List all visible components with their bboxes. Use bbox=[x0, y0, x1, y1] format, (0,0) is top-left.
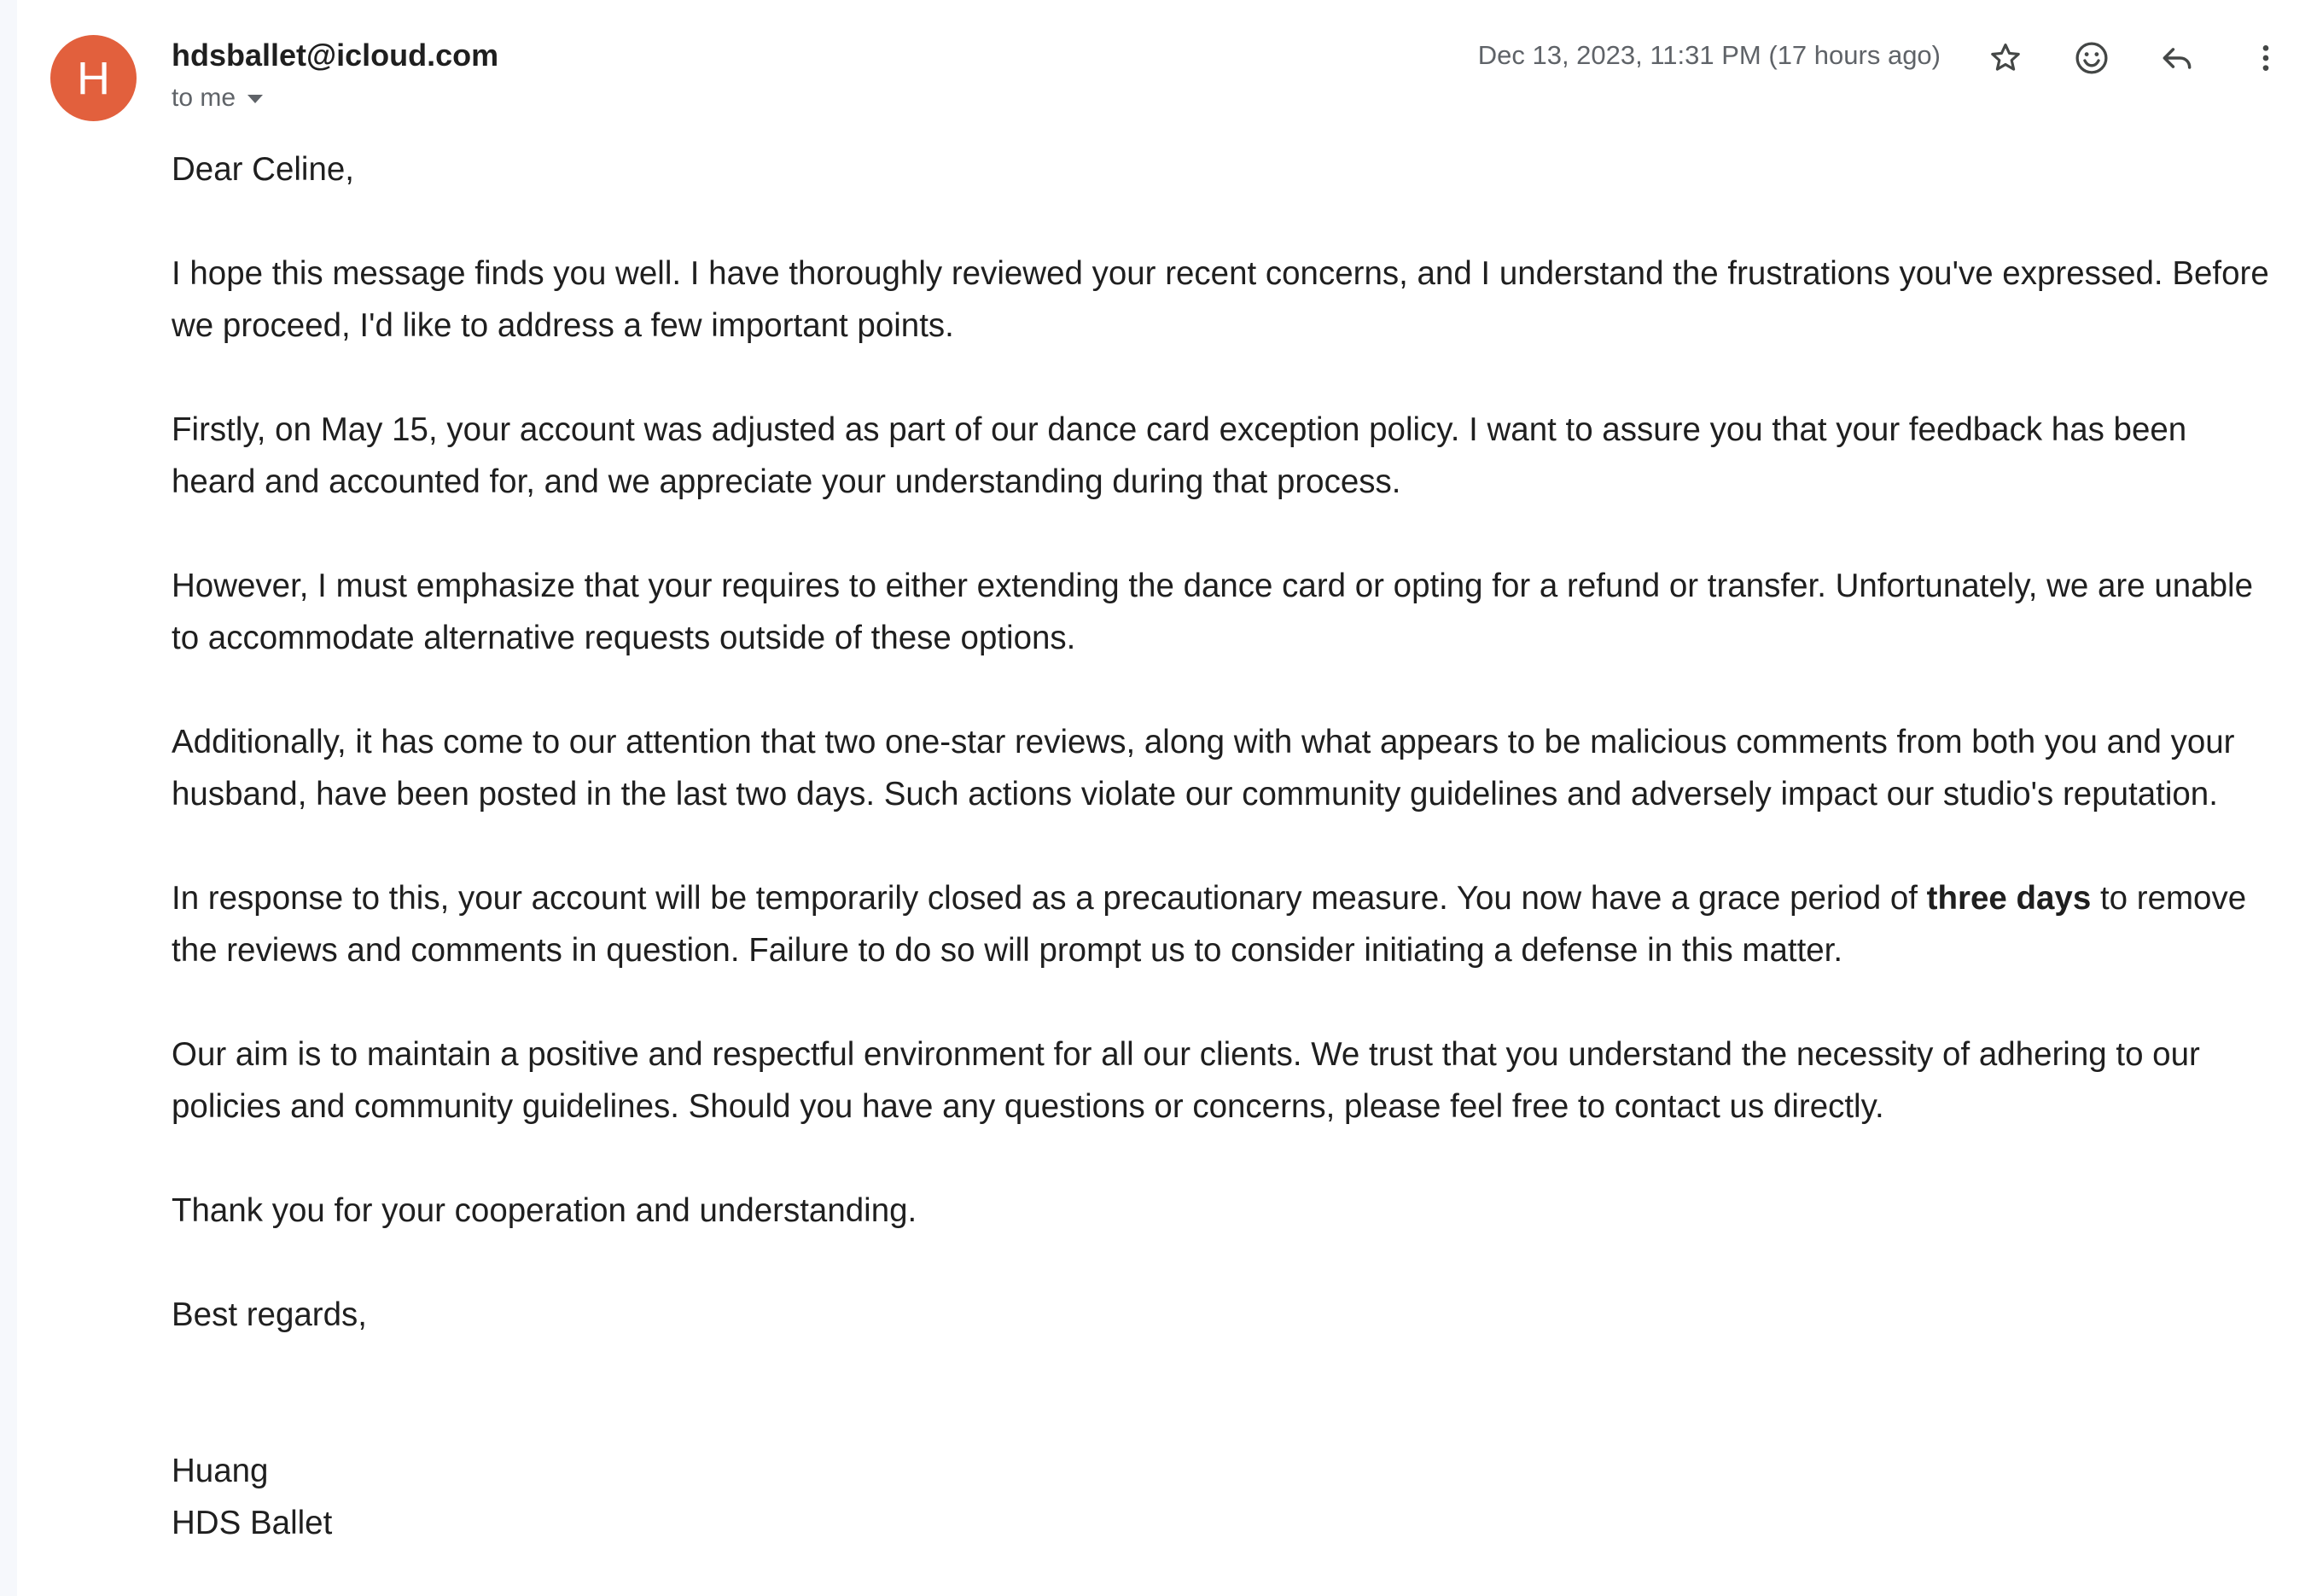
grace-text-before: In response to this, your account will be temporarily closed as a precautionary measure. You now have a grace period of bbox=[172, 880, 1927, 917]
paragraph-reviews: Additionally, it has come to our attention that two one-star reviews, along with what appears to be malicious comments from both you and your husband, have been posted in the last two days. Such actions violate our community guidelines and adversely impact our studio's reputation. bbox=[172, 724, 2235, 813]
paragraph-aim: Our aim is to maintain a positive and respectful environment for all our clients. We trust that you understand the necessity of adhering to our policies and community guidelines. Should you have any questions or concerns, please feel free to contact us directly. bbox=[172, 1036, 2200, 1125]
star-button[interactable] bbox=[1980, 32, 2031, 84]
sender-email[interactable]: hdsballet@icloud.com bbox=[172, 38, 499, 73]
recipient-label: to me bbox=[172, 84, 236, 112]
signature-name: Huang bbox=[172, 1453, 269, 1489]
grace-text-after: to remove the reviews and comments in question. Failure to do so will prompt us to consider initiating a defense in this matter. bbox=[172, 880, 2247, 969]
paragraph-intro: I hope this message finds you well. I have thoroughly reviewed your recent concerns, and I understand the frustrations you've expressed. Before we proceed, I'd like to address a few important points. bbox=[172, 255, 2269, 344]
star-outline-icon bbox=[1988, 40, 2023, 76]
more-vertical-icon bbox=[2249, 41, 2283, 75]
paragraph-options: However, I must emphasize that your requires to either extending the dance card or opting for a refund or transfer. Unfortunately, we are unable to accommodate alternative requests outside of these options. bbox=[172, 568, 2253, 656]
reply-arrow-icon bbox=[2158, 39, 2196, 77]
left-rail bbox=[0, 0, 17, 1596]
paragraph-thanks: Thank you for your cooperation and understanding. bbox=[172, 1192, 917, 1229]
grace-period-bold: three days bbox=[1926, 880, 2092, 917]
email-timestamp: Dec 13, 2023, 11:31 PM (17 hours ago) bbox=[1477, 40, 1941, 70]
reply-button[interactable] bbox=[2151, 32, 2203, 84]
signature-org: HDS Ballet bbox=[172, 1505, 333, 1541]
avatar-letter: H bbox=[77, 52, 110, 104]
chevron-down-icon bbox=[247, 95, 263, 103]
closing: Best regards, bbox=[172, 1296, 367, 1333]
recipient-details-toggle[interactable] bbox=[172, 84, 263, 113]
smiley-icon bbox=[2073, 39, 2110, 77]
add-reaction-button[interactable] bbox=[2066, 32, 2117, 84]
paragraph-grace-period bbox=[172, 872, 2279, 976]
paragraph-account-adjustment: Firstly, on May 15, your account was adjusted as part of our dance card exception policy. I want to assure you that your feedback has been heard and accounted for, and we appreciate your understanding during that process. bbox=[172, 411, 2187, 500]
email-body bbox=[172, 143, 2279, 1549]
sender-avatar[interactable] bbox=[50, 35, 137, 121]
more-options-button[interactable] bbox=[2240, 32, 2291, 84]
greeting: Dear Celine, bbox=[172, 151, 354, 188]
